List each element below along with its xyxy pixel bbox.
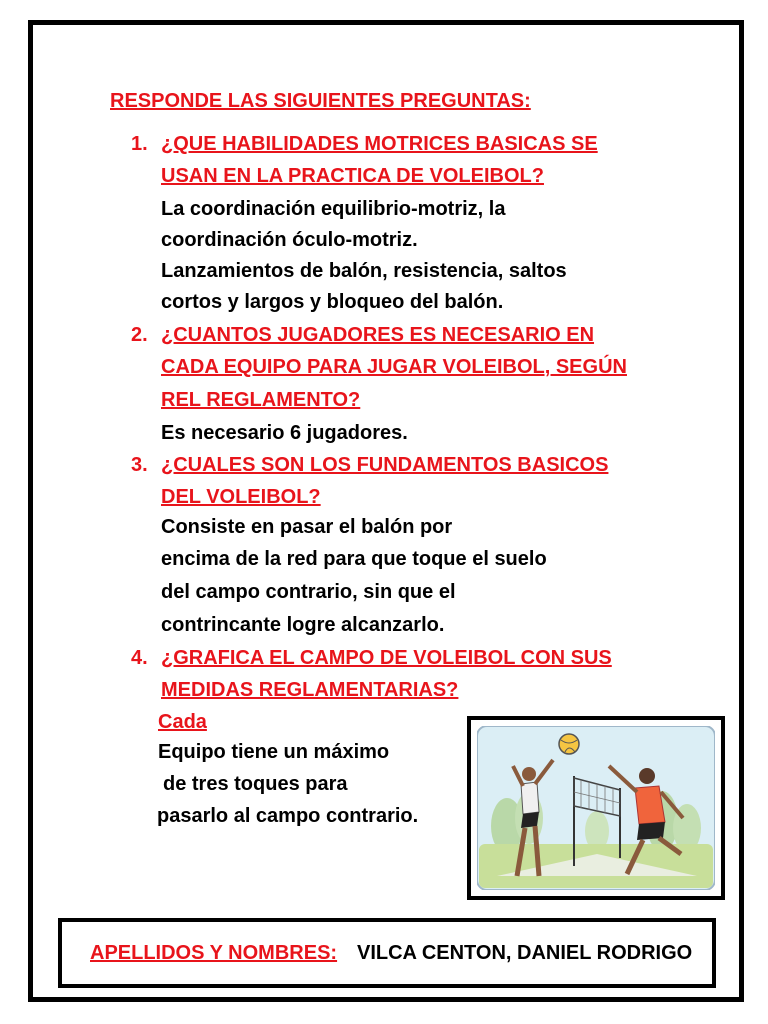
volleyball-players-illustration-icon bbox=[477, 726, 715, 890]
question-1-line-1: ¿QUE HABILIDADES MOTRICES BASICAS SE bbox=[161, 133, 598, 155]
answer-4-line-2: de tres toques para bbox=[163, 773, 348, 795]
answer-1-line-3: Lanzamientos de balón, resistencia, saltos bbox=[161, 260, 567, 282]
question-2-line-1: ¿CUANTOS JUGADORES ES NECESARIO EN bbox=[161, 324, 595, 346]
answer-4-line-1: Equipo tiene un máximo bbox=[158, 741, 390, 763]
question-4-line-2: MEDIDAS REGLAMENTARIAS? bbox=[161, 679, 459, 701]
question-2-number: 2. bbox=[131, 324, 148, 346]
answer-3-line-2: encima de la red para que toque el suelo bbox=[161, 548, 547, 570]
answer-1-line-1: La coordinación equilibrio-motriz, la bbox=[161, 198, 506, 220]
question-1-number: 1. bbox=[131, 133, 148, 155]
answer-1-line-2: coordinación óculo-motriz. bbox=[161, 229, 418, 251]
answer-3-line-4: contrincante logre alcanzarlo. bbox=[161, 614, 445, 636]
answer-3-line-3: del campo contrario, sin que el bbox=[161, 581, 456, 603]
answer-2-line-1: Es necesario 6 jugadores. bbox=[161, 422, 408, 444]
answer-4-title: Cada bbox=[158, 711, 207, 733]
answer-1-line-4: cortos y largos y bloqueo del balón. bbox=[161, 291, 504, 313]
student-name-label: APELLIDOS Y NOMBRES: bbox=[90, 942, 338, 964]
question-4-line-1: ¿GRAFICA EL CAMPO DE VOLEIBOL CON SUS bbox=[161, 647, 612, 669]
question-3-line-2: DEL VOLEIBOL? bbox=[161, 486, 321, 508]
student-name-box bbox=[58, 918, 716, 988]
instructions-heading: RESPONDE LAS SIGUIENTES PREGUNTAS: bbox=[110, 90, 531, 112]
question-2-line-3: REL REGLAMENTO? bbox=[161, 389, 361, 411]
student-name-value: VILCA CENTON, DANIEL RODRIGO bbox=[357, 942, 693, 964]
question-1-line-2: USAN EN LA PRACTICA DE VOLEIBOL? bbox=[161, 165, 544, 187]
question-2-line-2: CADA EQUIPO PARA JUGAR VOLEIBOL, SEGÚN bbox=[161, 356, 627, 378]
question-3-line-1: ¿CUALES SON LOS FUNDAMENTOS BASICOS bbox=[161, 454, 609, 476]
question-4-number: 4. bbox=[131, 647, 148, 669]
volleyball-image-frame bbox=[467, 716, 725, 900]
answer-3-line-1: Consiste en pasar el balón por bbox=[161, 516, 453, 538]
question-3-number: 3. bbox=[131, 454, 148, 476]
answer-4-line-3: pasarlo al campo contrario. bbox=[157, 805, 419, 827]
